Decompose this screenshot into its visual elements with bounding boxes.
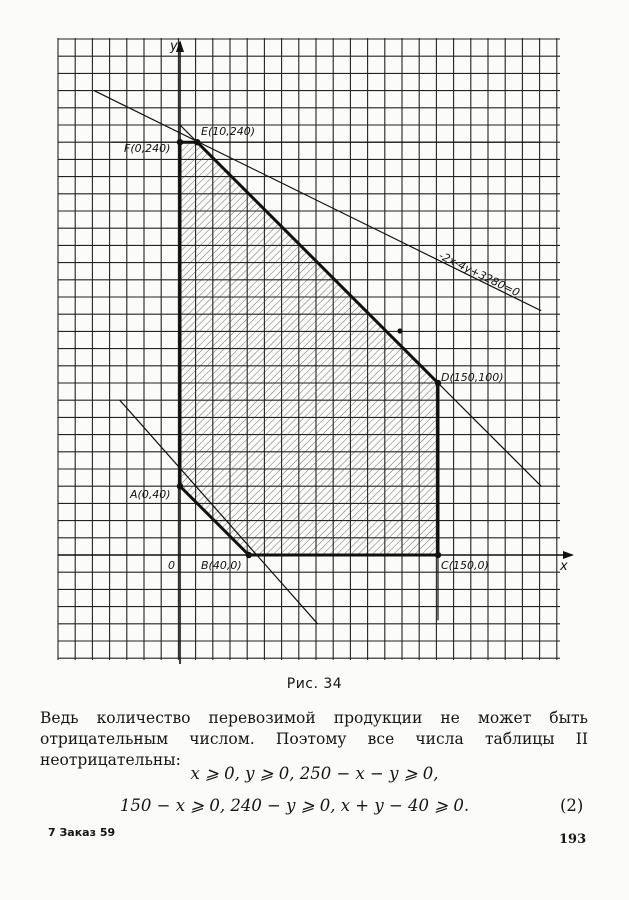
vertex-dot-4 — [194, 139, 200, 145]
constraint-line-label: -2x-4y+3280=0 — [436, 249, 522, 300]
vertex-dot-2 — [435, 552, 441, 558]
footer-order-mark: 7 Заказ 59 — [48, 826, 116, 839]
origin-label: 0 — [168, 559, 175, 572]
body-paragraph: Ведь количество перевозимой продукции не может быть отрицательным числом. Поэтому все числа таблицы II неотрицательны: — [40, 709, 588, 769]
point-label-a: A(0,40) — [130, 488, 171, 501]
point-label-b: B(40,0) — [201, 559, 242, 572]
point-label-c: C(150,0) — [441, 559, 489, 572]
x-axis-arrow — [563, 551, 574, 559]
feasible-region-hatch — [180, 142, 438, 555]
stray-dot — [397, 328, 402, 333]
point-label-e: E(10,240) — [201, 125, 256, 138]
axis-x-label: x — [560, 559, 568, 574]
point-label-d: D(150,100) — [441, 371, 504, 384]
axis-y-label: y — [170, 39, 178, 54]
vertex-dot-1 — [246, 552, 252, 558]
page-number: 193 — [559, 832, 587, 847]
figure-caption: Рис. 34 — [286, 676, 343, 692]
vertex-dot-0 — [177, 483, 183, 489]
vertex-dot-5 — [177, 139, 183, 145]
equation-number: (2) — [560, 796, 584, 815]
point-label-f: F(0,240) — [124, 142, 171, 155]
inequalities-line-2: 150 − x ⩾ 0, 240 − y ⩾ 0, x + y − 40 ⩾ 0. — [119, 796, 470, 815]
inequalities-line-1: x ⩾ 0, y ⩾ 0, 250 − x − y ⩾ 0, — [190, 764, 439, 783]
